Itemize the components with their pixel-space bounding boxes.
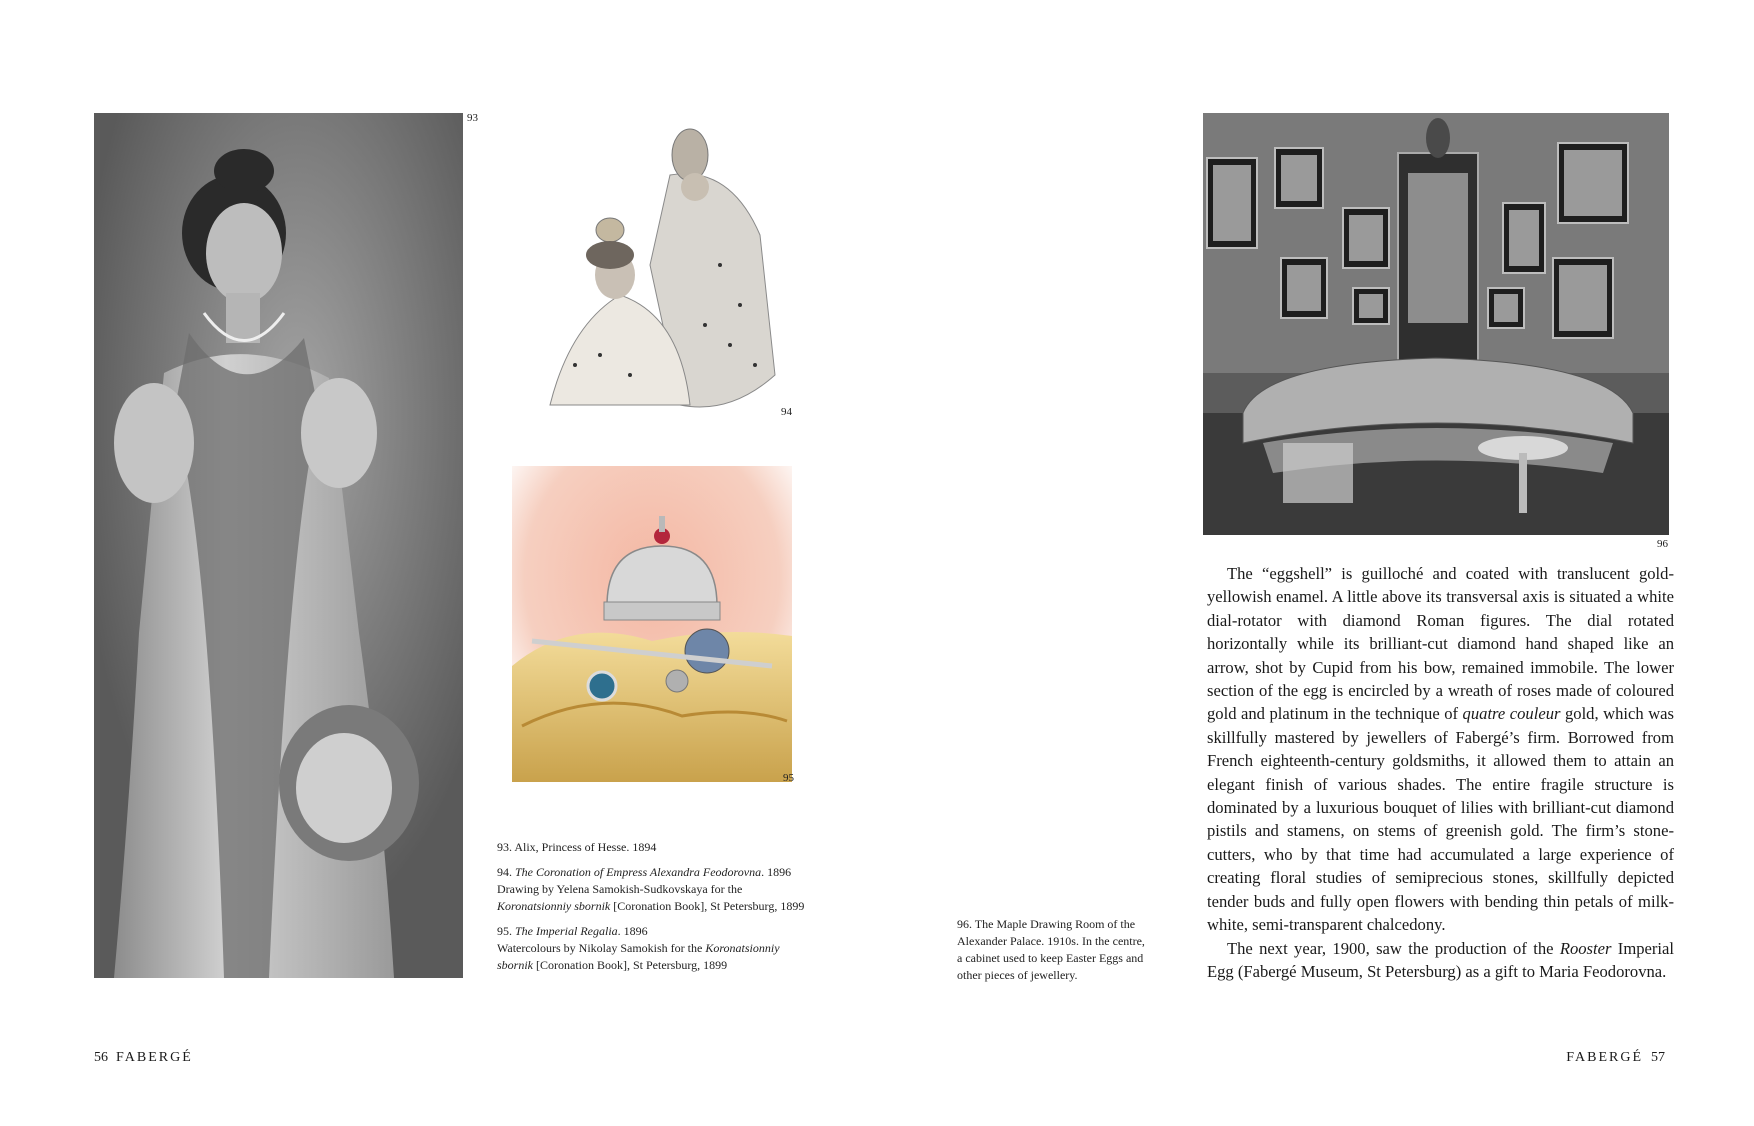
body-p2-start: The next year, 1900, saw the production of the xyxy=(1227,938,1560,958)
figure-95-number: 95 xyxy=(783,772,794,784)
caption-95-prefix: 95. xyxy=(497,924,515,938)
caption-95-book-part1: Koronatsionniy xyxy=(705,941,780,955)
caption-95-book-part2: sbornik xyxy=(497,958,533,972)
running-title-right: FABERGÉ xyxy=(1566,1050,1643,1065)
caption-94-title: The Coronation of Empress Alexandra Feodorovna xyxy=(515,865,762,879)
caption-96-line-1: 96. The Maple Drawing Room of the xyxy=(957,917,1136,931)
figure-93-portrait xyxy=(94,113,463,978)
caption-94-prefix: 94. xyxy=(497,865,515,879)
figure-96-maple-drawing-room xyxy=(1203,113,1669,535)
running-title-left: FABERGÉ xyxy=(116,1050,193,1065)
caption-94 xyxy=(497,864,837,915)
figure-93-number: 93 xyxy=(467,112,478,124)
page-number-right: 57 xyxy=(1651,1050,1665,1065)
caption-93: 93. Alix, Princess of Hesse. 1894 xyxy=(497,840,657,854)
body-p2-end: Imperial Egg (Fabergé Museum, St Petersburg) as a gift to Maria Feodorovna. xyxy=(1207,938,1674,981)
folio-right xyxy=(1566,1050,1665,1066)
body-text xyxy=(1207,562,1674,983)
body-paragraph-2 xyxy=(1207,937,1674,984)
drawing-room-illustration xyxy=(1203,113,1669,535)
figure-96-number: 96 xyxy=(1657,538,1668,550)
caption-94-year: . 1896 xyxy=(761,865,792,879)
caption-95 xyxy=(497,923,837,974)
caption-96 xyxy=(957,916,1197,984)
captions-left xyxy=(497,839,837,982)
portrait-illustration xyxy=(94,113,463,978)
body-p1-end: gold, which was skillfully mastered by jewellers of Fabergé’s firm. Borrowed from French eighteenth-century goldsmiths, it allowed them to attain an elegant finish of various shades. The entire fragile structure is dominated by a luxurious bouquet of lilies with brilliant-cut diamond pistils and stamens, on stems of greenish gold. The firm’s stone-cutters, who by that time had accumulated a large experience of creating floral studies of semiprecious stones, skillfully depicted tender buds and fully open flowers with bending thin petals of milk-white, semi-transparent chalcedony. xyxy=(1207,704,1675,935)
caption-96-line-2: Alexander Palace. 1910s. In the centre, xyxy=(957,934,1145,948)
body-p1-emphasis: quatre couleur xyxy=(1462,704,1561,724)
body-p2-emphasis: Rooster xyxy=(1559,938,1612,958)
caption-96-line-4: other pieces of jewellery. xyxy=(957,968,1078,982)
caption-95-year: . 1896 xyxy=(617,924,648,938)
figure-94-coronation-drawing xyxy=(530,115,800,420)
coronation-illustration xyxy=(530,115,800,420)
regalia-illustration xyxy=(512,466,792,782)
figure-94-number: 94 xyxy=(781,406,792,418)
page-number-left: 56 xyxy=(94,1050,108,1065)
caption-95-book-details: [Coronation Book], St Petersburg, 1899 xyxy=(533,958,728,972)
body-paragraph-1 xyxy=(1207,562,1674,937)
caption-96-line-3: a cabinet used to keep Easter Eggs and xyxy=(957,951,1144,965)
folio-left xyxy=(94,1050,193,1066)
caption-94-book: Koronatsionniy sbornik xyxy=(497,899,611,913)
body-p1-start: The “eggshell” is guilloché and coated with translucent gold-yellowish enamel. A little above its transversal axis is situated a white dial-rotator with diamond Roman figures. The dial rotated horizontally while its brilliant-cut diamond hand shaped like an arrow, shot by Cupid from his bow, remained immobile. The lower section of the egg is encircled by a wreath of roses made of coloured gold and platinum in the technique of xyxy=(1207,564,1674,724)
figure-95-regalia-watercolour xyxy=(512,466,792,782)
caption-94-book-details: [Coronation Book], St Petersburg, 1899 xyxy=(610,899,805,913)
caption-95-credit: Watercolours by Nikolay Samokish for the xyxy=(497,941,706,955)
caption-95-title: The Imperial Regalia xyxy=(515,924,618,938)
caption-94-credit: Drawing by Yelena Samokish-Sudkovskaya for the xyxy=(497,882,743,896)
